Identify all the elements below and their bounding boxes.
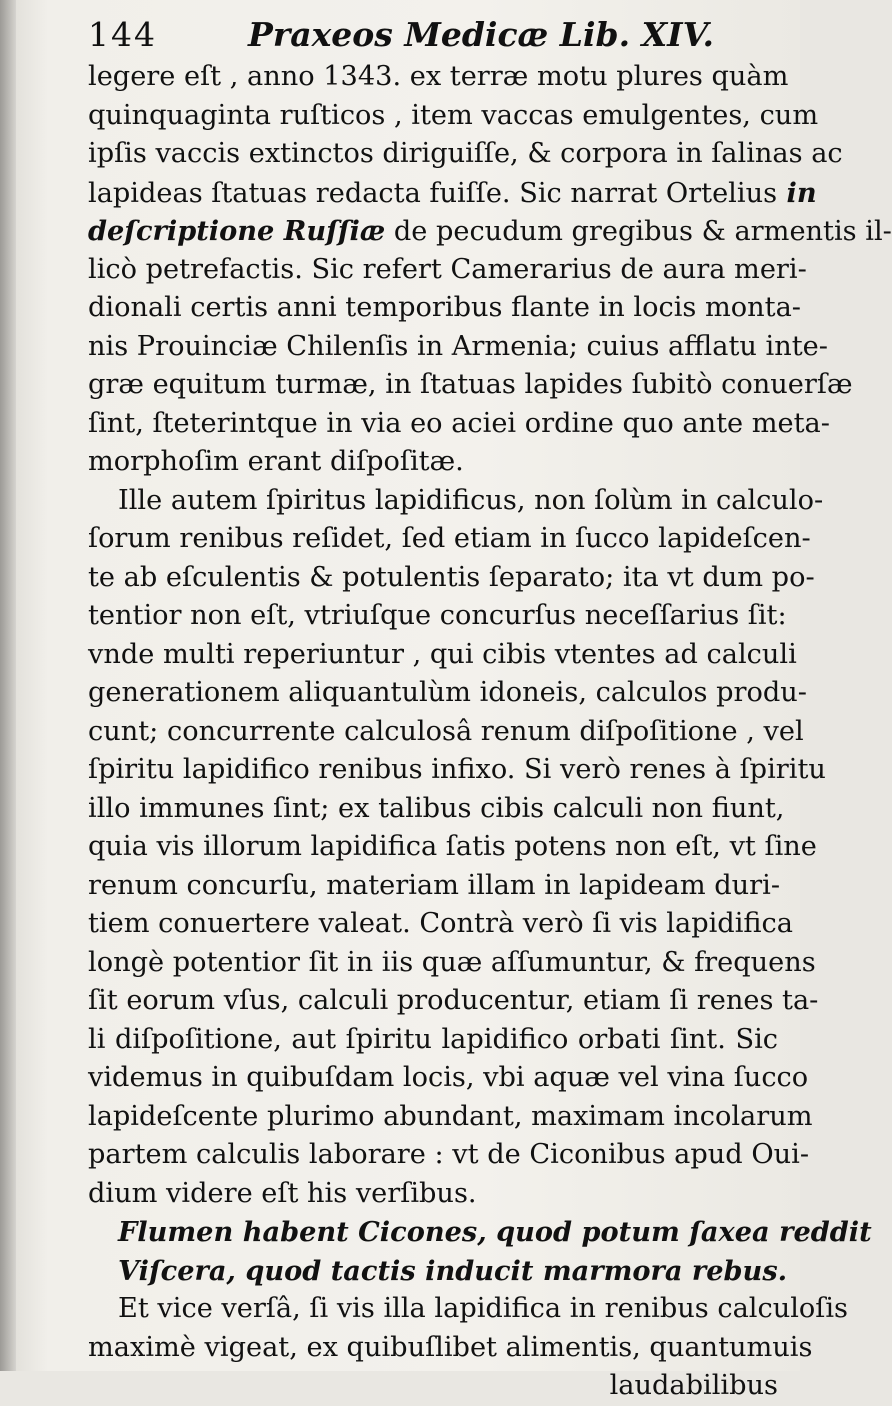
text-line — [88, 982, 819, 1021]
verse-line — [88, 1213, 872, 1252]
body-text — [88, 58, 892, 1406]
line-text: tiem conuertere valeat. Contrà verò ſi vis lapidifica — [88, 908, 793, 939]
text-line — [88, 1136, 810, 1175]
text-line — [88, 405, 830, 444]
binding-gutter-shadow — [0, 0, 16, 1371]
text-line — [88, 1175, 778, 1214]
text-line — [88, 1290, 849, 1329]
text-line — [88, 597, 787, 636]
text-line — [88, 520, 811, 559]
line-text: lapideſcente plurimo abundant, maximam incolarum — [88, 1100, 813, 1132]
line-text: nis Prouinciæ Chilenſis in Armenia; cuius afflatu inte- — [88, 330, 828, 362]
line-text: vnde multi reperiuntur , qui cibis vtentes ad calculi — [88, 638, 797, 670]
text-line — [88, 674, 807, 713]
text-line — [88, 1059, 809, 1098]
line-text: generationem aliquantulùm idoneis, calculos produ- — [88, 677, 807, 708]
line-text: licò petrefactis. Sic refert Camerarius de aura meri- — [88, 253, 807, 285]
text-line — [88, 328, 828, 367]
line-text: laudabilibus — [609, 1370, 778, 1401]
line-text: ſorum renibus reſidet, ſed etiam in ſucco lapideſcen- — [88, 523, 811, 554]
line-text: ſit eorum vſus, calculi producentur, etiam ſi renes ta- — [88, 985, 819, 1016]
text-line — [88, 174, 817, 213]
text-line — [88, 559, 815, 598]
text-line — [88, 1021, 778, 1060]
line-text: renum concurſu, materiam illam in lapideam duri- — [88, 869, 781, 901]
text-line — [88, 751, 826, 790]
text-line — [88, 366, 853, 405]
running-title: Praxeos Medicæ Lib. XIV. — [248, 15, 714, 54]
text-line — [88, 828, 817, 867]
text-line — [88, 482, 824, 521]
text-line — [88, 97, 819, 136]
line-text: morphoſim erant diſpoſitæ. — [88, 446, 464, 477]
line-text: dionali certis anni temporibus flante in locis monta- — [88, 292, 801, 323]
line-text: græ equitum turmæ, in ſtatuas lapides ſubitò conuerſæ — [88, 369, 853, 400]
line-text: cunt; concurrente calculosâ renum diſpoſitione , vel — [88, 715, 804, 747]
text-line — [88, 944, 816, 983]
verse-line — [88, 1252, 788, 1291]
line-text: partem calculis laborare : vt de Ciconibus apud Oui- — [88, 1139, 810, 1170]
line-text: quinquaginta ruſticos , item vaccas emulgentes, cum — [88, 99, 819, 131]
line-text: quia vis illorum lapidifica ſatis potens non eſt, vt ſine — [88, 831, 817, 862]
line-text: Et vice verſâ, ſi vis illa lapidifica in renibus calculoſis — [118, 1293, 849, 1324]
italic-phrase: deſcriptione Ruſſiæ — [88, 215, 386, 247]
text-line — [88, 636, 797, 675]
line-text: tentior non eſt, vtriuſque concurſus neceſſarius ſit: — [88, 600, 787, 631]
line-text: legere eſt , anno 1343. ex terræ motu plures quàm — [88, 61, 789, 92]
catchword — [88, 1367, 778, 1406]
text-line — [88, 443, 778, 482]
line-text: illo immunes ſint; ex talibus cibis calculi non fiunt, — [88, 792, 785, 824]
line-text: maximè vigeat, ex quibuſlibet alimentis, quantumuis — [88, 1331, 813, 1363]
line-text: videmus in quibuſdam locis, vbi aquæ vel vina ſucco — [88, 1062, 809, 1093]
line-text: te ab eſculentis & potulentis ſeparato; ita vt dum po- — [88, 561, 815, 593]
text-line — [88, 58, 789, 97]
line-text: li diſpoſitione, aut ſpiritu lapidifico orbati ſint. Sic — [88, 1023, 778, 1055]
line-text: dium videre eſt his verſibus. — [88, 1177, 477, 1209]
italic-phrase: in — [777, 176, 817, 209]
text-line — [88, 1329, 813, 1368]
text-line — [88, 905, 793, 944]
line-text: ſpiritu lapidifico renibus infixo. Si verò renes à ſpiritu — [88, 754, 826, 785]
text-line — [88, 1098, 813, 1137]
line-text: ipſis vaccis extinctos diriguiſſe, & corpora in ſalinas ac — [88, 138, 843, 169]
line-text: ſint, ſteterintque in via eo aciei ordine quo ante meta- — [88, 407, 830, 439]
text-line — [88, 212, 892, 251]
line-text: Flumen habent Cicones, quod potum ſaxea reddit — [118, 1216, 872, 1248]
page-header — [88, 12, 778, 58]
text-line — [88, 251, 807, 290]
page-number: 144 — [88, 15, 157, 54]
line-text: lapideas ſtatuas redacta fuiſſe. Sic narrat Ortelius — [88, 177, 778, 209]
text-line — [88, 867, 781, 906]
text-line — [88, 790, 785, 829]
text-line — [88, 135, 843, 174]
line-text: de pecudum gregibus & armentis il- — [385, 216, 892, 247]
line-text: longè potentior ſit in iis quæ aſſumuntur, & frequens — [88, 946, 816, 978]
text-line — [88, 713, 804, 752]
text-line — [88, 289, 801, 328]
line-text: Ille autem ſpiritus lapidificus, non ſolùm in calculo- — [118, 484, 824, 516]
line-text: Viſcera, quod tactis inducit marmora rebus. — [118, 1254, 788, 1287]
